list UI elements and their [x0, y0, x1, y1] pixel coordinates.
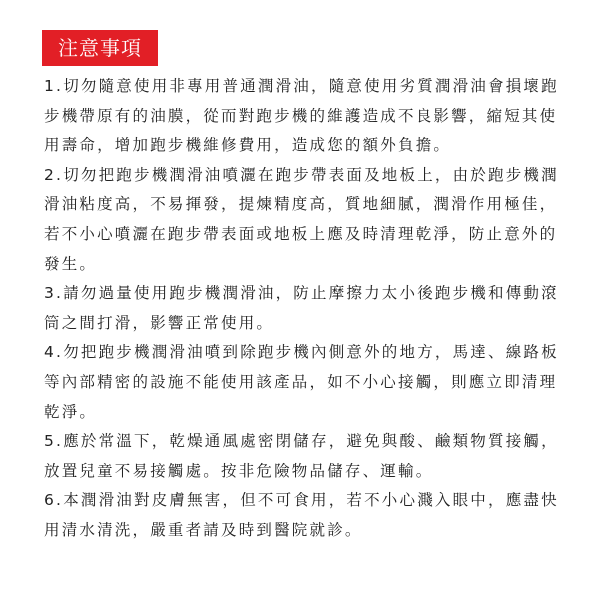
- notes-list: [44, 72, 570, 546]
- note-item-5: 5.應於常溫下，乾燥通風處密閉儲存，避免與酸、鹼類物質接觸，放置兒童不易接觸處。按非危險物品儲存、運輸。: [44, 432, 559, 480]
- note-item-1: 1.切勿隨意使用非專用普通潤滑油，隨意使用劣質潤滑油會損壞跑步機帶原有的油膜，從而對跑步機的維護造成不良影響，縮短其使用壽命，增加跑步機維修費用，造成您的額外負擔。: [44, 77, 559, 155]
- note-item-2: 2.切勿把跑步機潤滑油噴灑在跑步帶表面及地板上，由於跑步機潤滑油粘度高，不易揮發，提煉精度高，質地細膩，潤滑作用極佳，若不小心噴灑在跑步帶表面或地板上應及時清理乾淨，防止意外的發生。: [44, 165, 559, 273]
- section-title-badge: 注意事項: [42, 30, 158, 66]
- note-item-4: 4.勿把跑步機潤滑油噴到除跑步機內側意外的地方，馬達、線路板等內部精密的設施不能使用該產品，如不小心接觸，則應立即清理乾淨。: [44, 343, 559, 421]
- note-item-3: 3.請勿過量使用跑步機潤滑油，防止摩擦力太小後跑步機和傳動滾筒之間打滑，影響正常使用。: [44, 284, 559, 332]
- note-item-6: 6.本潤滑油對皮膚無害，但不可食用，若不小心濺入眼中，應盡快用清水清洗，嚴重者請及時到醫院就診。: [44, 491, 559, 539]
